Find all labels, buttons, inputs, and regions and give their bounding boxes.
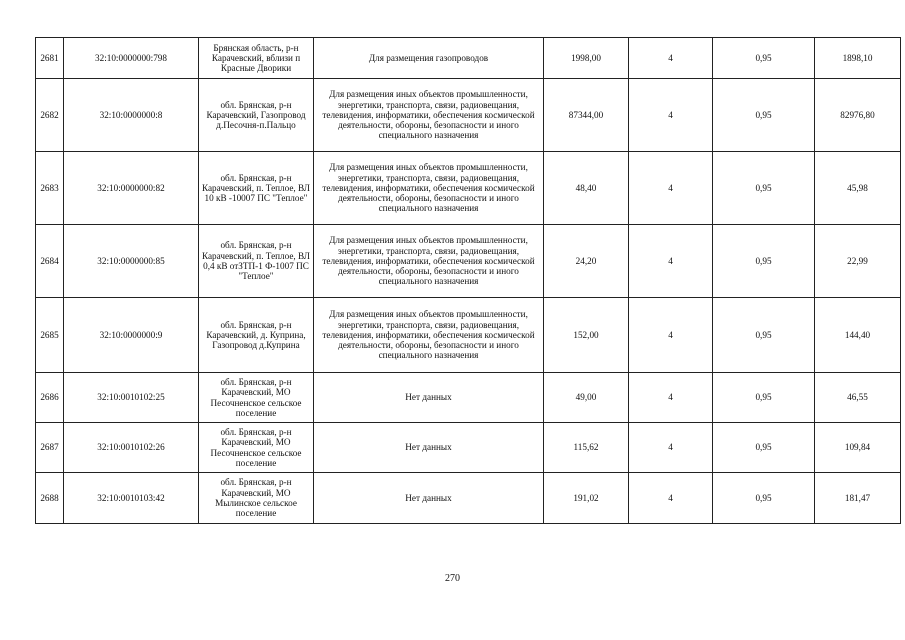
- row-number: 2683: [36, 152, 64, 225]
- table-row: [36, 373, 901, 423]
- cadastral-number: 32:10:0010103:42: [64, 473, 199, 524]
- table-row: [36, 423, 901, 473]
- coefficient-cell: 0,95: [713, 298, 815, 373]
- table-row: [36, 38, 901, 79]
- table-row: [36, 298, 901, 373]
- table-row: [36, 79, 901, 152]
- address-cell: обл. Брянская, р-н Карачевский, д. Куприна, Газопровод д.Куприна: [199, 298, 314, 373]
- coefficient-cell: 0,95: [713, 423, 815, 473]
- area-cell: 24,20: [544, 225, 629, 298]
- row-number: 2687: [36, 423, 64, 473]
- table-row: [36, 225, 901, 298]
- value-cell: 22,99: [815, 225, 901, 298]
- cadastral-number: 32:10:0000000:82: [64, 152, 199, 225]
- group-cell: 4: [629, 473, 713, 524]
- cadastral-number: 32:10:0010102:25: [64, 373, 199, 423]
- group-cell: 4: [629, 38, 713, 79]
- table-row: [36, 473, 901, 524]
- group-cell: 4: [629, 79, 713, 152]
- land-plots-table: [35, 37, 901, 524]
- purpose-cell: Нет данных: [314, 373, 544, 423]
- area-cell: 115,62: [544, 423, 629, 473]
- value-cell: 45,98: [815, 152, 901, 225]
- area-cell: 87344,00: [544, 79, 629, 152]
- purpose-cell: Нет данных: [314, 473, 544, 524]
- purpose-cell: Для размещения иных объектов промышленности, энергетики, транспорта, связи, радиовещания, телевидения, информатики, обеспечения космической деятельности, обороны, безопасности и иного специального назначения: [314, 225, 544, 298]
- group-cell: 4: [629, 225, 713, 298]
- group-cell: 4: [629, 423, 713, 473]
- page-number: 270: [445, 573, 460, 584]
- value-cell: 181,47: [815, 473, 901, 524]
- coefficient-cell: 0,95: [713, 79, 815, 152]
- coefficient-cell: 0,95: [713, 373, 815, 423]
- purpose-cell: Для размещения иных объектов промышленности, энергетики, транспорта, связи, радиовещания, телевидения, информатики, обеспечения космической деятельности, обороны, безопасности и иного специального назначения: [314, 79, 544, 152]
- row-number: 2686: [36, 373, 64, 423]
- table-body: [36, 38, 901, 524]
- cadastral-number: 32:10:0000000:798: [64, 38, 199, 79]
- address-cell: обл. Брянская, р-н Карачевский, п. Теплое, ВЛ 10 кВ -10007 ПС "Теплое": [199, 152, 314, 225]
- row-number: 2685: [36, 298, 64, 373]
- coefficient-cell: 0,95: [713, 38, 815, 79]
- coefficient-cell: 0,95: [713, 225, 815, 298]
- address-cell: обл. Брянская, р-н Карачевский, МО Мылинское сельское поселение: [199, 473, 314, 524]
- area-cell: 191,02: [544, 473, 629, 524]
- row-number: 2681: [36, 38, 64, 79]
- cadastral-number: 32:10:0010102:26: [64, 423, 199, 473]
- purpose-cell: Для размещения газопроводов: [314, 38, 544, 79]
- address-cell: обл. Брянская, р-н Карачевский, МО Песочненское сельское поселение: [199, 423, 314, 473]
- area-cell: 49,00: [544, 373, 629, 423]
- value-cell: 1898,10: [815, 38, 901, 79]
- address-cell: обл. Брянская, р-н Карачевский, Газопровод д.Песочня-п.Пальцо: [199, 79, 314, 152]
- cadastral-number: 32:10:0000000:85: [64, 225, 199, 298]
- row-number: 2682: [36, 79, 64, 152]
- group-cell: 4: [629, 152, 713, 225]
- coefficient-cell: 0,95: [713, 473, 815, 524]
- group-cell: 4: [629, 298, 713, 373]
- table-row: [36, 152, 901, 225]
- value-cell: 82976,80: [815, 79, 901, 152]
- purpose-cell: Нет данных: [314, 423, 544, 473]
- row-number: 2688: [36, 473, 64, 524]
- area-cell: 48,40: [544, 152, 629, 225]
- address-cell: обл. Брянская, р-н Карачевский, МО Песочненское сельское поселение: [199, 373, 314, 423]
- purpose-cell: Для размещения иных объектов промышленности, энергетики, транспорта, связи, радиовещания, телевидения, информатики, обеспечения космической деятельности, обороны, безопасности и иного специального назначения: [314, 152, 544, 225]
- area-cell: 1998,00: [544, 38, 629, 79]
- value-cell: 144,40: [815, 298, 901, 373]
- cadastral-number: 32:10:0000000:9: [64, 298, 199, 373]
- coefficient-cell: 0,95: [713, 152, 815, 225]
- value-cell: 46,55: [815, 373, 901, 423]
- purpose-cell: Для размещения иных объектов промышленности, энергетики, транспорта, связи, радиовещания, телевидения, информатики, обеспечения космической деятельности, обороны, безопасности и иного специального назначения: [314, 298, 544, 373]
- cadastral-number: 32:10:0000000:8: [64, 79, 199, 152]
- group-cell: 4: [629, 373, 713, 423]
- address-cell: Брянская область, р-н Карачевский, вблизи п Красные Дворики: [199, 38, 314, 79]
- row-number: 2684: [36, 225, 64, 298]
- area-cell: 152,00: [544, 298, 629, 373]
- value-cell: 109,84: [815, 423, 901, 473]
- address-cell: обл. Брянская, р-н Карачевский, п. Теплое, ВЛ 0,4 кВ отЗТП-1 Ф-1007 ПС "Теплое": [199, 225, 314, 298]
